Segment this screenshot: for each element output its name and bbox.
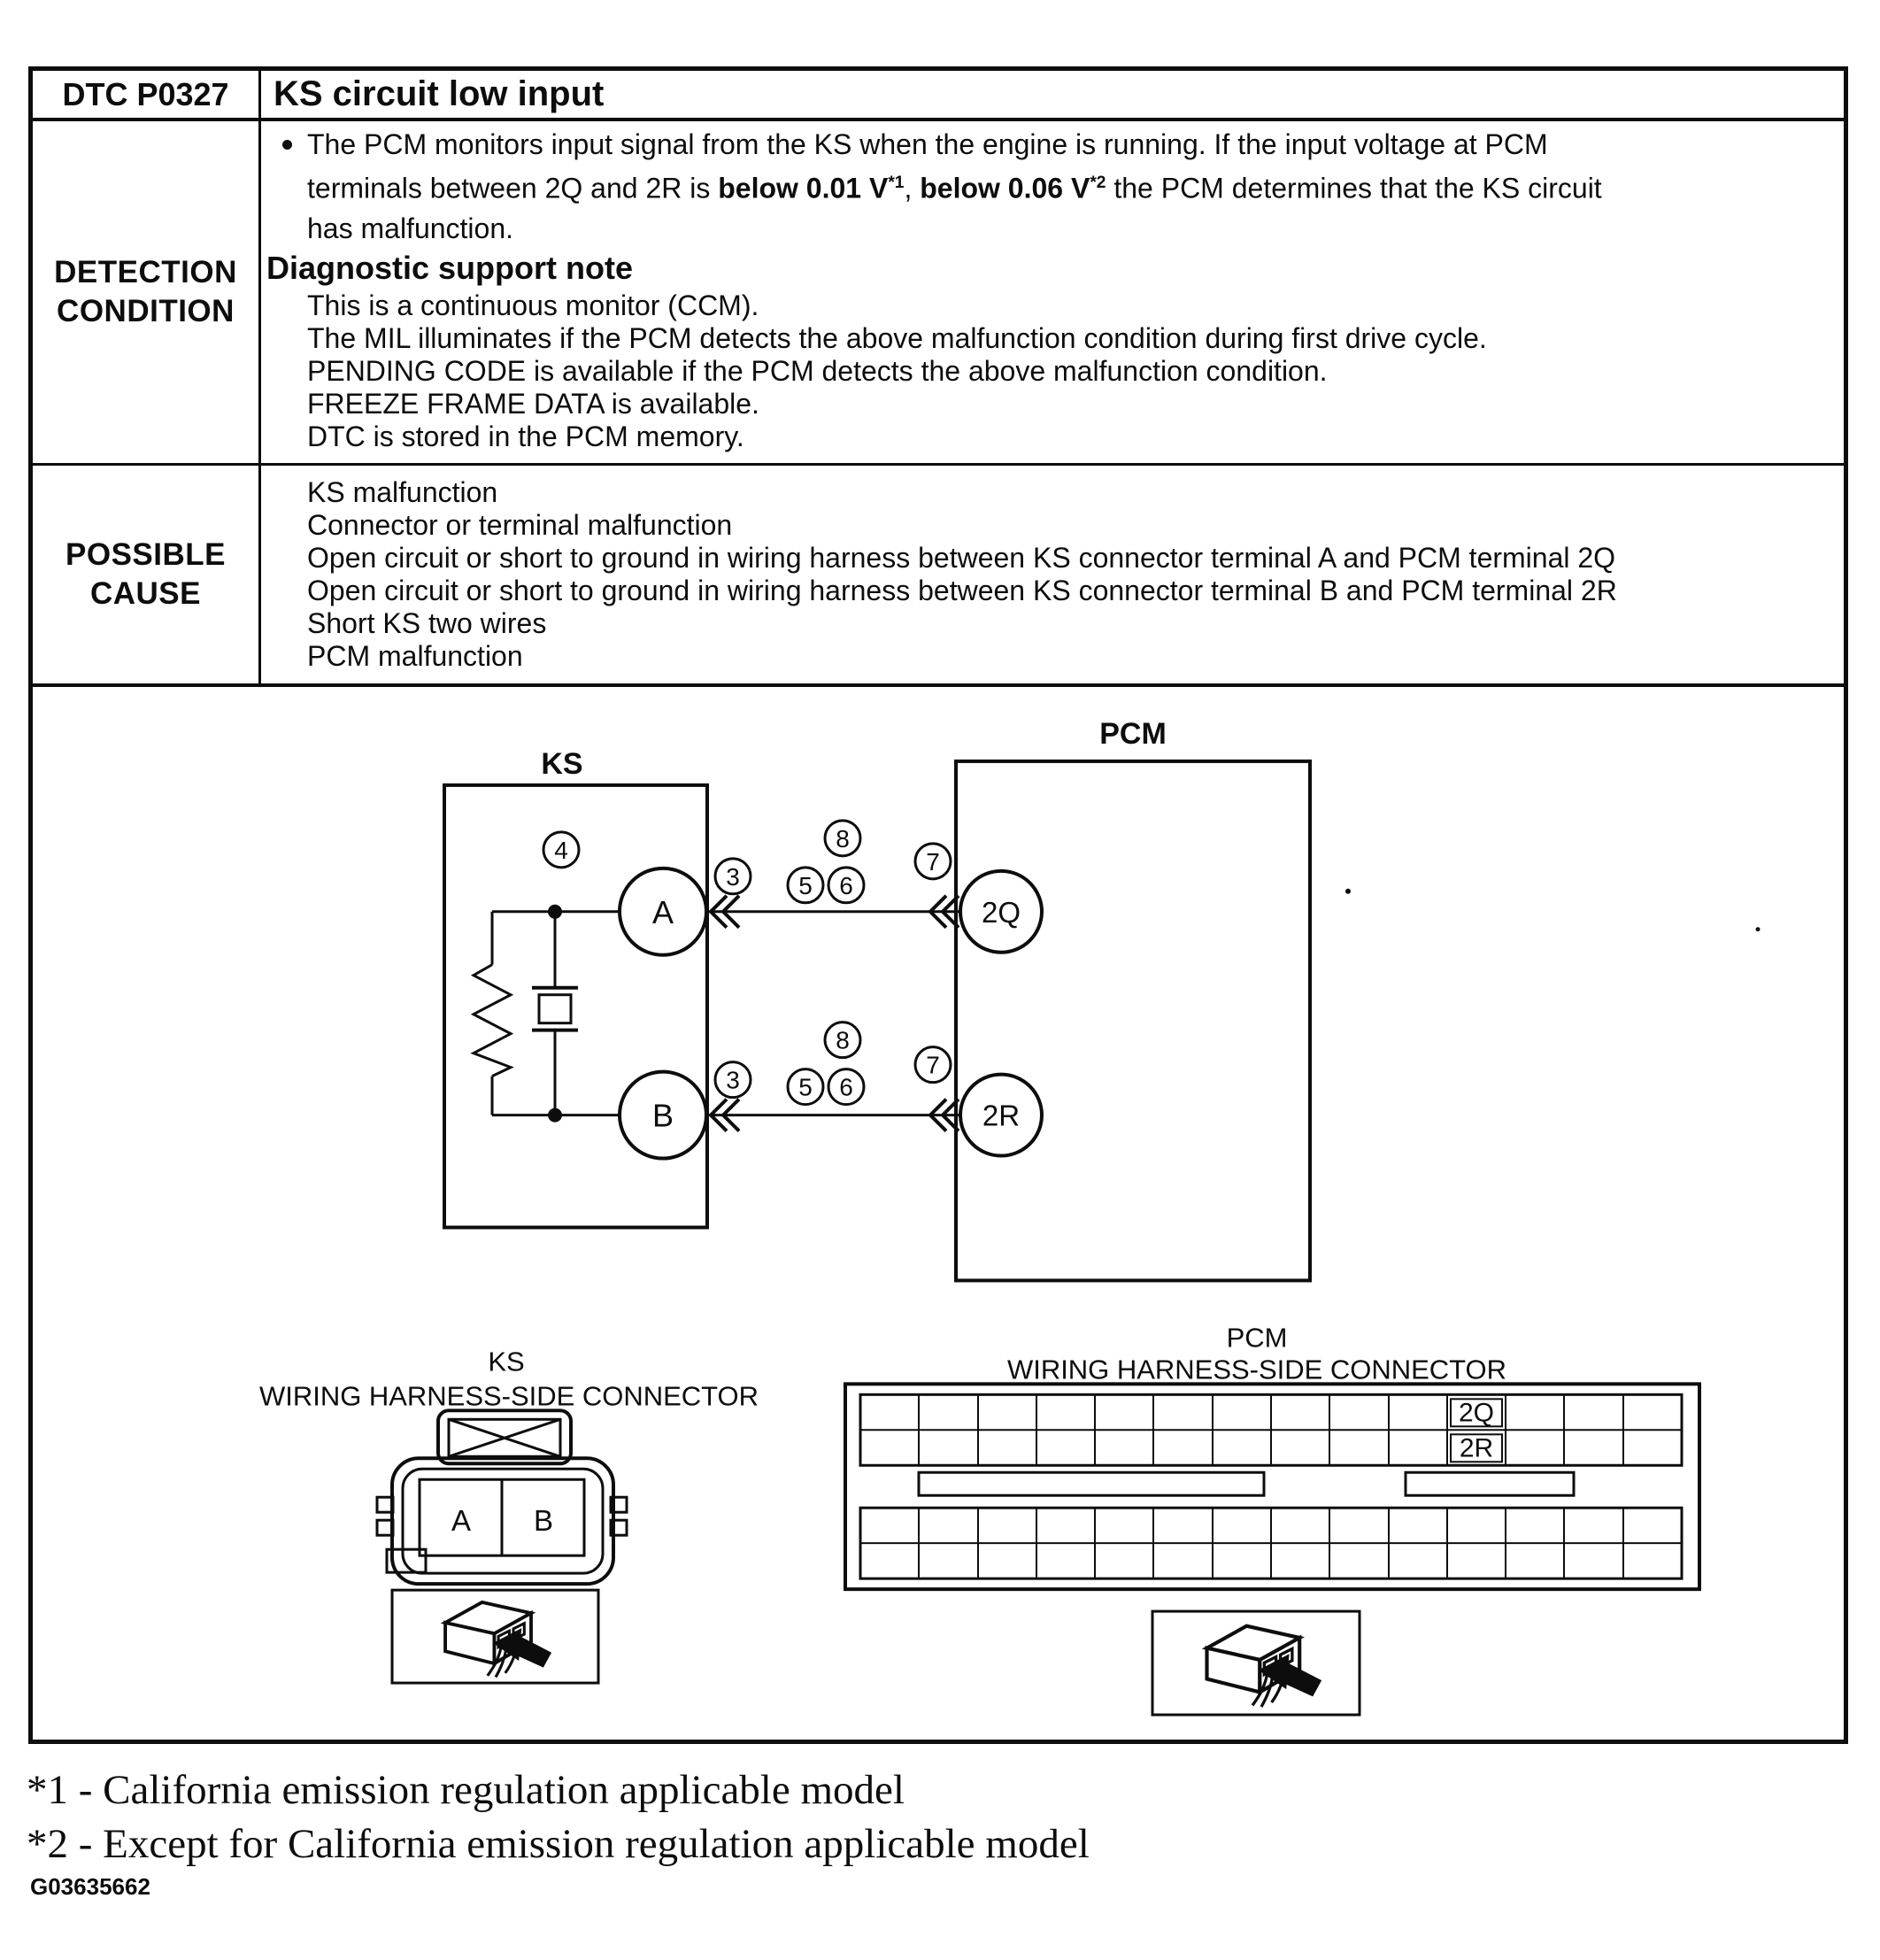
wiring-diagram xyxy=(33,687,1844,1740)
chevron-arrows xyxy=(711,896,959,1131)
header-row xyxy=(33,71,1844,121)
possible-cause-label-line2: CAUSE xyxy=(89,576,202,611)
callout-3: 3 xyxy=(726,862,740,891)
connector-view-icon xyxy=(445,1602,551,1678)
detection-bullet-list xyxy=(266,289,1844,453)
terminal-b-label: B xyxy=(651,1097,674,1134)
callout-7: 7 xyxy=(926,1051,940,1079)
pcm-connector-title-line1: PCM xyxy=(1226,1322,1288,1354)
para-line2-pre: terminals between 2Q and 2R is xyxy=(307,172,719,204)
possible-cause-content xyxy=(261,466,1844,683)
dtc-title: KS circuit low input xyxy=(274,74,605,113)
callouts-wire1 xyxy=(543,821,951,903)
detection-condition-row xyxy=(33,121,1844,466)
para-bold-threshold2: below 0.06 V xyxy=(920,172,1090,204)
list-item xyxy=(266,289,1844,322)
list-item xyxy=(266,509,1844,542)
ks-box-label: KS xyxy=(541,746,583,781)
para-line2-post: the PCM determines that the KS circuit xyxy=(1106,172,1602,204)
piezo-element-symbol xyxy=(532,912,578,1115)
connector-view-icon xyxy=(1207,1626,1322,1707)
callouts-wire2 xyxy=(715,1022,951,1105)
footnote-1: *1 - California emission regulation applicable model xyxy=(27,1767,905,1813)
footnote-2: *2 - Except for California emission regulation applicable model xyxy=(27,1821,1090,1867)
dtc-title-cell xyxy=(261,71,1844,118)
detection-label-line1: DETECTION xyxy=(54,255,237,289)
ks-connector-drawing xyxy=(377,1410,627,1683)
cause-bullet-6: PCM malfunction xyxy=(307,640,523,672)
list-item xyxy=(266,388,1844,421)
callout-7: 7 xyxy=(926,847,940,876)
callout-4: 4 xyxy=(554,836,568,864)
detection-paragraph-text xyxy=(307,127,1602,247)
list-item xyxy=(266,607,1844,640)
callout-5: 5 xyxy=(798,871,813,899)
footnote-marker-1: *1 xyxy=(888,174,905,192)
figure-id: G03635662 xyxy=(30,1873,150,1900)
detection-paragraph xyxy=(266,121,1844,247)
wiring-diagram-row xyxy=(33,687,1844,1740)
dtc-table xyxy=(28,66,1848,1744)
para-comma: , xyxy=(904,172,921,204)
detection-bullet-4: FREEZE FRAME DATA is available. xyxy=(307,387,759,420)
pcm-bottom-grid xyxy=(860,1508,1682,1578)
dtc-code-cell xyxy=(33,71,261,118)
resistor-symbol xyxy=(474,912,511,1115)
pcm-pin-2q-label: 2Q xyxy=(1458,1398,1495,1428)
possible-cause-row xyxy=(33,466,1844,687)
pcm-connector-title-line2: WIRING HARNESS-SIDE CONNECTOR xyxy=(1006,1354,1507,1385)
callout-8: 8 xyxy=(836,824,850,853)
pcm-top-grid xyxy=(860,1394,1682,1465)
detection-bullet-3: PENDING CODE is available if the PCM detects the above malfunction condition. xyxy=(307,354,1328,387)
possible-cause-label xyxy=(33,466,261,683)
detection-label-line2: CONDITION xyxy=(57,294,235,328)
ks-connector-title-line1: KS xyxy=(488,1346,525,1377)
list-item xyxy=(266,322,1844,355)
list-item xyxy=(266,421,1844,453)
cause-bullet-4: Open circuit or short to ground in wiring harness between KS connector terminal B and PCM terminal 2R xyxy=(307,575,1617,606)
pcm-connector-drawing xyxy=(845,1384,1699,1715)
terminal-a-label: A xyxy=(651,893,674,930)
list-item xyxy=(266,355,1844,388)
detection-bullet-2: The MIL illuminates if the PCM detects the above malfunction condition during first drive cycle. xyxy=(307,321,1487,354)
footnote-marker-2: *2 xyxy=(1090,174,1106,192)
pcm-slot-right xyxy=(1406,1472,1574,1495)
list-item xyxy=(266,575,1844,607)
detection-bullet-5: DTC is stored in the PCM memory. xyxy=(307,420,744,452)
detection-bullet-1: This is a continuous monitor (CCM). xyxy=(307,289,759,321)
possible-cause-label-line1: POSSIBLE xyxy=(65,537,226,572)
ks-connector-cell-b: B xyxy=(533,1504,554,1538)
para-line3: has malfunction. xyxy=(307,212,514,244)
ks-box xyxy=(444,785,707,1228)
detection-condition-content xyxy=(261,121,1844,463)
possible-cause-bullet-list xyxy=(266,476,1844,673)
bullet-dot xyxy=(282,140,292,150)
pcm-box-label: PCM xyxy=(1099,716,1167,751)
dtc-code: DTC P0327 xyxy=(62,75,229,112)
list-item xyxy=(266,640,1844,673)
para-line1: The PCM monitors input signal from the KS when the engine is running. If the input voltage at PCM xyxy=(307,128,1548,160)
para-line2 xyxy=(307,162,1602,210)
callout-5: 5 xyxy=(798,1073,813,1101)
diagnostic-support-note-heading: Diagnostic support note xyxy=(266,249,633,286)
scan-speck xyxy=(1756,927,1761,931)
detection-condition-label xyxy=(33,121,261,463)
cause-bullet-3: Open circuit or short to ground in wiring harness between KS connector terminal A and PCM terminal 2Q xyxy=(307,542,1616,574)
bullet-dot-col xyxy=(266,127,307,247)
list-item xyxy=(266,476,1844,509)
cause-bullet-2: Connector or terminal malfunction xyxy=(307,509,733,541)
callout-6: 6 xyxy=(839,871,853,899)
pcm-slot-left xyxy=(919,1472,1264,1495)
callout-3: 3 xyxy=(726,1066,740,1094)
scan-speck xyxy=(1345,889,1351,894)
pcm-box xyxy=(956,761,1310,1281)
ks-connector-title-line2: WIRING HARNESS-SIDE CONNECTOR xyxy=(258,1380,759,1412)
list-item xyxy=(266,542,1844,575)
pcm-pin-2r-label: 2R xyxy=(1459,1433,1494,1463)
callout-8: 8 xyxy=(836,1026,850,1054)
para-bold-threshold1: below 0.01 V xyxy=(718,172,889,204)
callout-6: 6 xyxy=(839,1073,853,1101)
cause-bullet-1: KS malfunction xyxy=(307,476,498,508)
terminal-2q-label: 2Q xyxy=(981,895,1021,929)
terminal-2r-label: 2R xyxy=(982,1099,1021,1132)
cause-bullet-5: Short KS two wires xyxy=(307,607,547,639)
ks-connector-cell-a: A xyxy=(451,1504,472,1538)
